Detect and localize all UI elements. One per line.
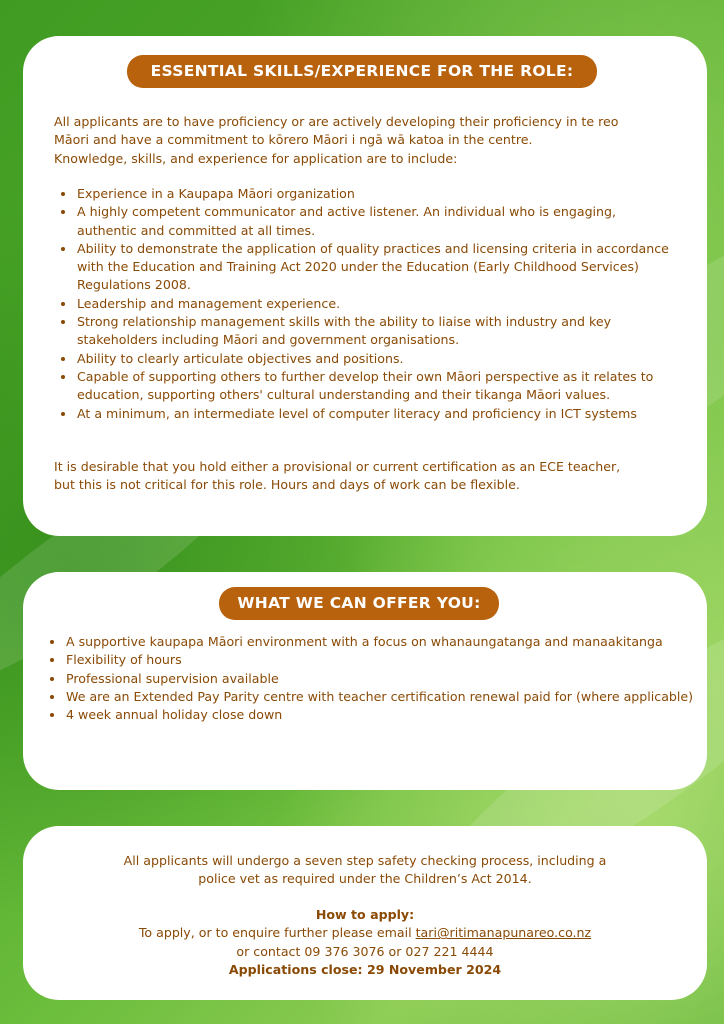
closing-line: It is desirable that you hold either a provisional or current certification as an ECE teacher, [54,459,621,474]
list-item: • A supportive kaupapa Māori environment with a focus on whanaungatanga and manaakitanga [65,633,705,651]
list-item: • Ability to demonstrate the application of quality practices and licensing criteria in accordance with the Education and Training Act 2020 under the Education (Early Childhood Services) Regulations 2008. [76,240,676,295]
safety-line: police vet as required under the Children’s Act 2014. [198,871,532,887]
list-item: • Professional supervision available [65,670,705,688]
safety-line: All applicants will undergo a seven step safety checking process, including a [123,853,607,868]
intro-line: Knowledge, skills, and experience for application are to include: [54,150,458,166]
list-item: • Leadership and management experience. [76,295,676,313]
apply-card [23,826,707,1000]
list-item: • Ability to clearly articulate objectives and positions. [76,350,676,368]
list-item: • A highly competent communicator and active listener. An individual who is engaging, authentic and committed at all times. [76,203,676,240]
enquire-text: To apply, or to enquire further please email [138,925,416,941]
list-item: • At a minimum, an intermediate level of computer literacy and proficiency in ICT systems [76,405,676,423]
offer-heading: WHAT WE CAN OFFER YOU: [219,587,499,620]
intro-paragraph [54,113,694,168]
safety-paragraph [23,852,707,889]
intro-line: Māori and have a commitment to kōrero Māori i ngā wā katoa in the centre. [54,132,533,148]
contact-line: or contact 09 376 3076 or 027 221 4444 [236,943,494,959]
applications-close-line: Applications close: 29 November 2024 [228,961,502,977]
offer-card [23,572,707,790]
essential-skills-heading: ESSENTIAL SKILLS/EXPERIENCE FOR THE ROLE: [127,55,597,88]
list-item: • We are an Extended Pay Parity centre with teacher certification renewal paid for (where applicable) [65,688,705,706]
intro-line: All applicants are to have proficiency or are actively developing their proficiency in te reo [54,114,619,129]
how-to-apply-label: How to apply: [315,907,415,922]
essential-skills-list [54,185,676,423]
list-item: • 4 week annual holiday close down [65,706,705,724]
how-to-apply-block [23,906,707,979]
email-link[interactable]: tari@ritimanapunareo.co.nz [415,925,592,941]
essential-skills-card [23,36,707,536]
closing-paragraph [54,458,694,495]
list-item: • Strong relationship management skills with the ability to liaise with industry and key stakeholders including Māori and government organisations. [76,313,676,350]
offer-list [43,633,705,724]
list-item: • Flexibility of hours [65,651,705,669]
list-item: • Capable of supporting others to further develop their own Māori perspective as it relates to education, supporting others' cultural understanding and their tikanga Māori values. [76,368,676,405]
list-item: • Experience in a Kaupapa Māori organization [76,185,676,203]
closing-line: but this is not critical for this role. Hours and days of work can be flexible. [54,477,520,493]
